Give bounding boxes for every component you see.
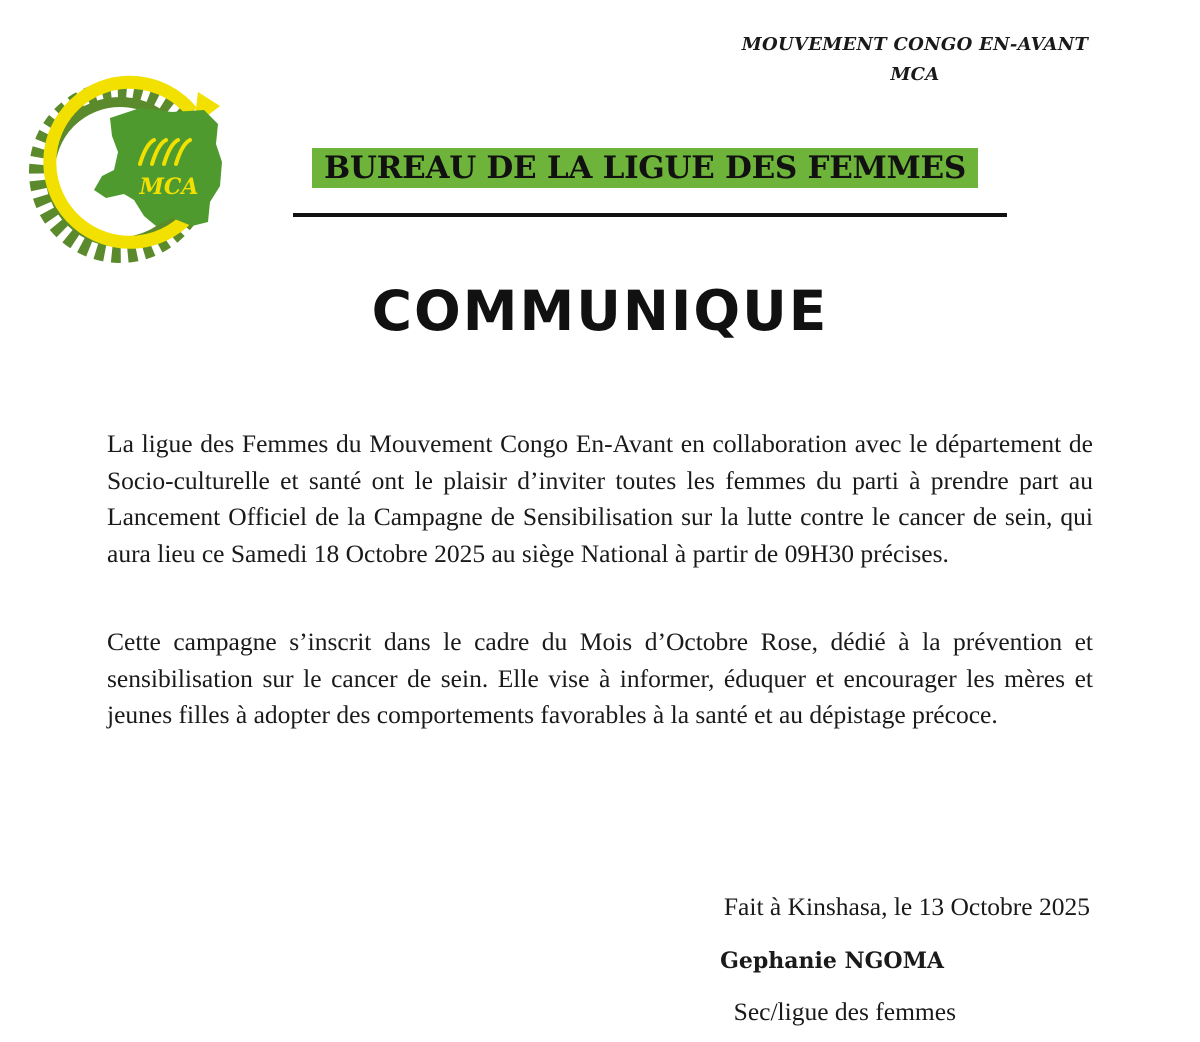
mca-logo-graphic [22, 40, 232, 272]
org-header [690, 30, 1140, 90]
body-paragraph: La ligue des Femmes du Mouvement Congo En-Avant en collaboration avec le département de Socio-culturelle et santé ont le plaisir d’inviter toutes les femmes du parti à prendre part au Lancement Officiel de la Campagne de Sensibilisation sur la lutte contre le cancer de sein, qui aura lieu ce Samedi 18 Octobre 2025 au siège National à partir de 09H30 précises. [107, 429, 1093, 568]
bureau-underline [293, 213, 1007, 217]
org-name: MOUVEMENT CONGO EN-AVANT [741, 34, 1089, 55]
body-paragraph: Cette campagne s’inscrit dans le cadre du Mois d’Octobre Rose, dédié à la prévention et sensibilisation sur le cancer de sein. Elle vise à informer, éduquer et encourager les mères et jeunes filles à adopter des comportements favorables à la santé et au dépistage précoce. [107, 627, 1093, 729]
bureau-highlight [312, 148, 978, 188]
logo-text: MCA [139, 174, 199, 200]
congo-map-icon [94, 108, 222, 226]
signatory-name: Gephanie NGOMA [720, 948, 944, 974]
place-date: Fait à Kinshasa, le 13 Octobre 2025 [723, 892, 1090, 921]
mca-logo [22, 40, 232, 272]
signatory-role: Sec/ligue des femmes [733, 997, 956, 1026]
bureau-title: BUREAU DE LA LIGUE DES FEMMES [324, 150, 966, 186]
org-acronym: MCA [890, 64, 940, 85]
document-title: COMMUNIQUE [371, 279, 829, 343]
